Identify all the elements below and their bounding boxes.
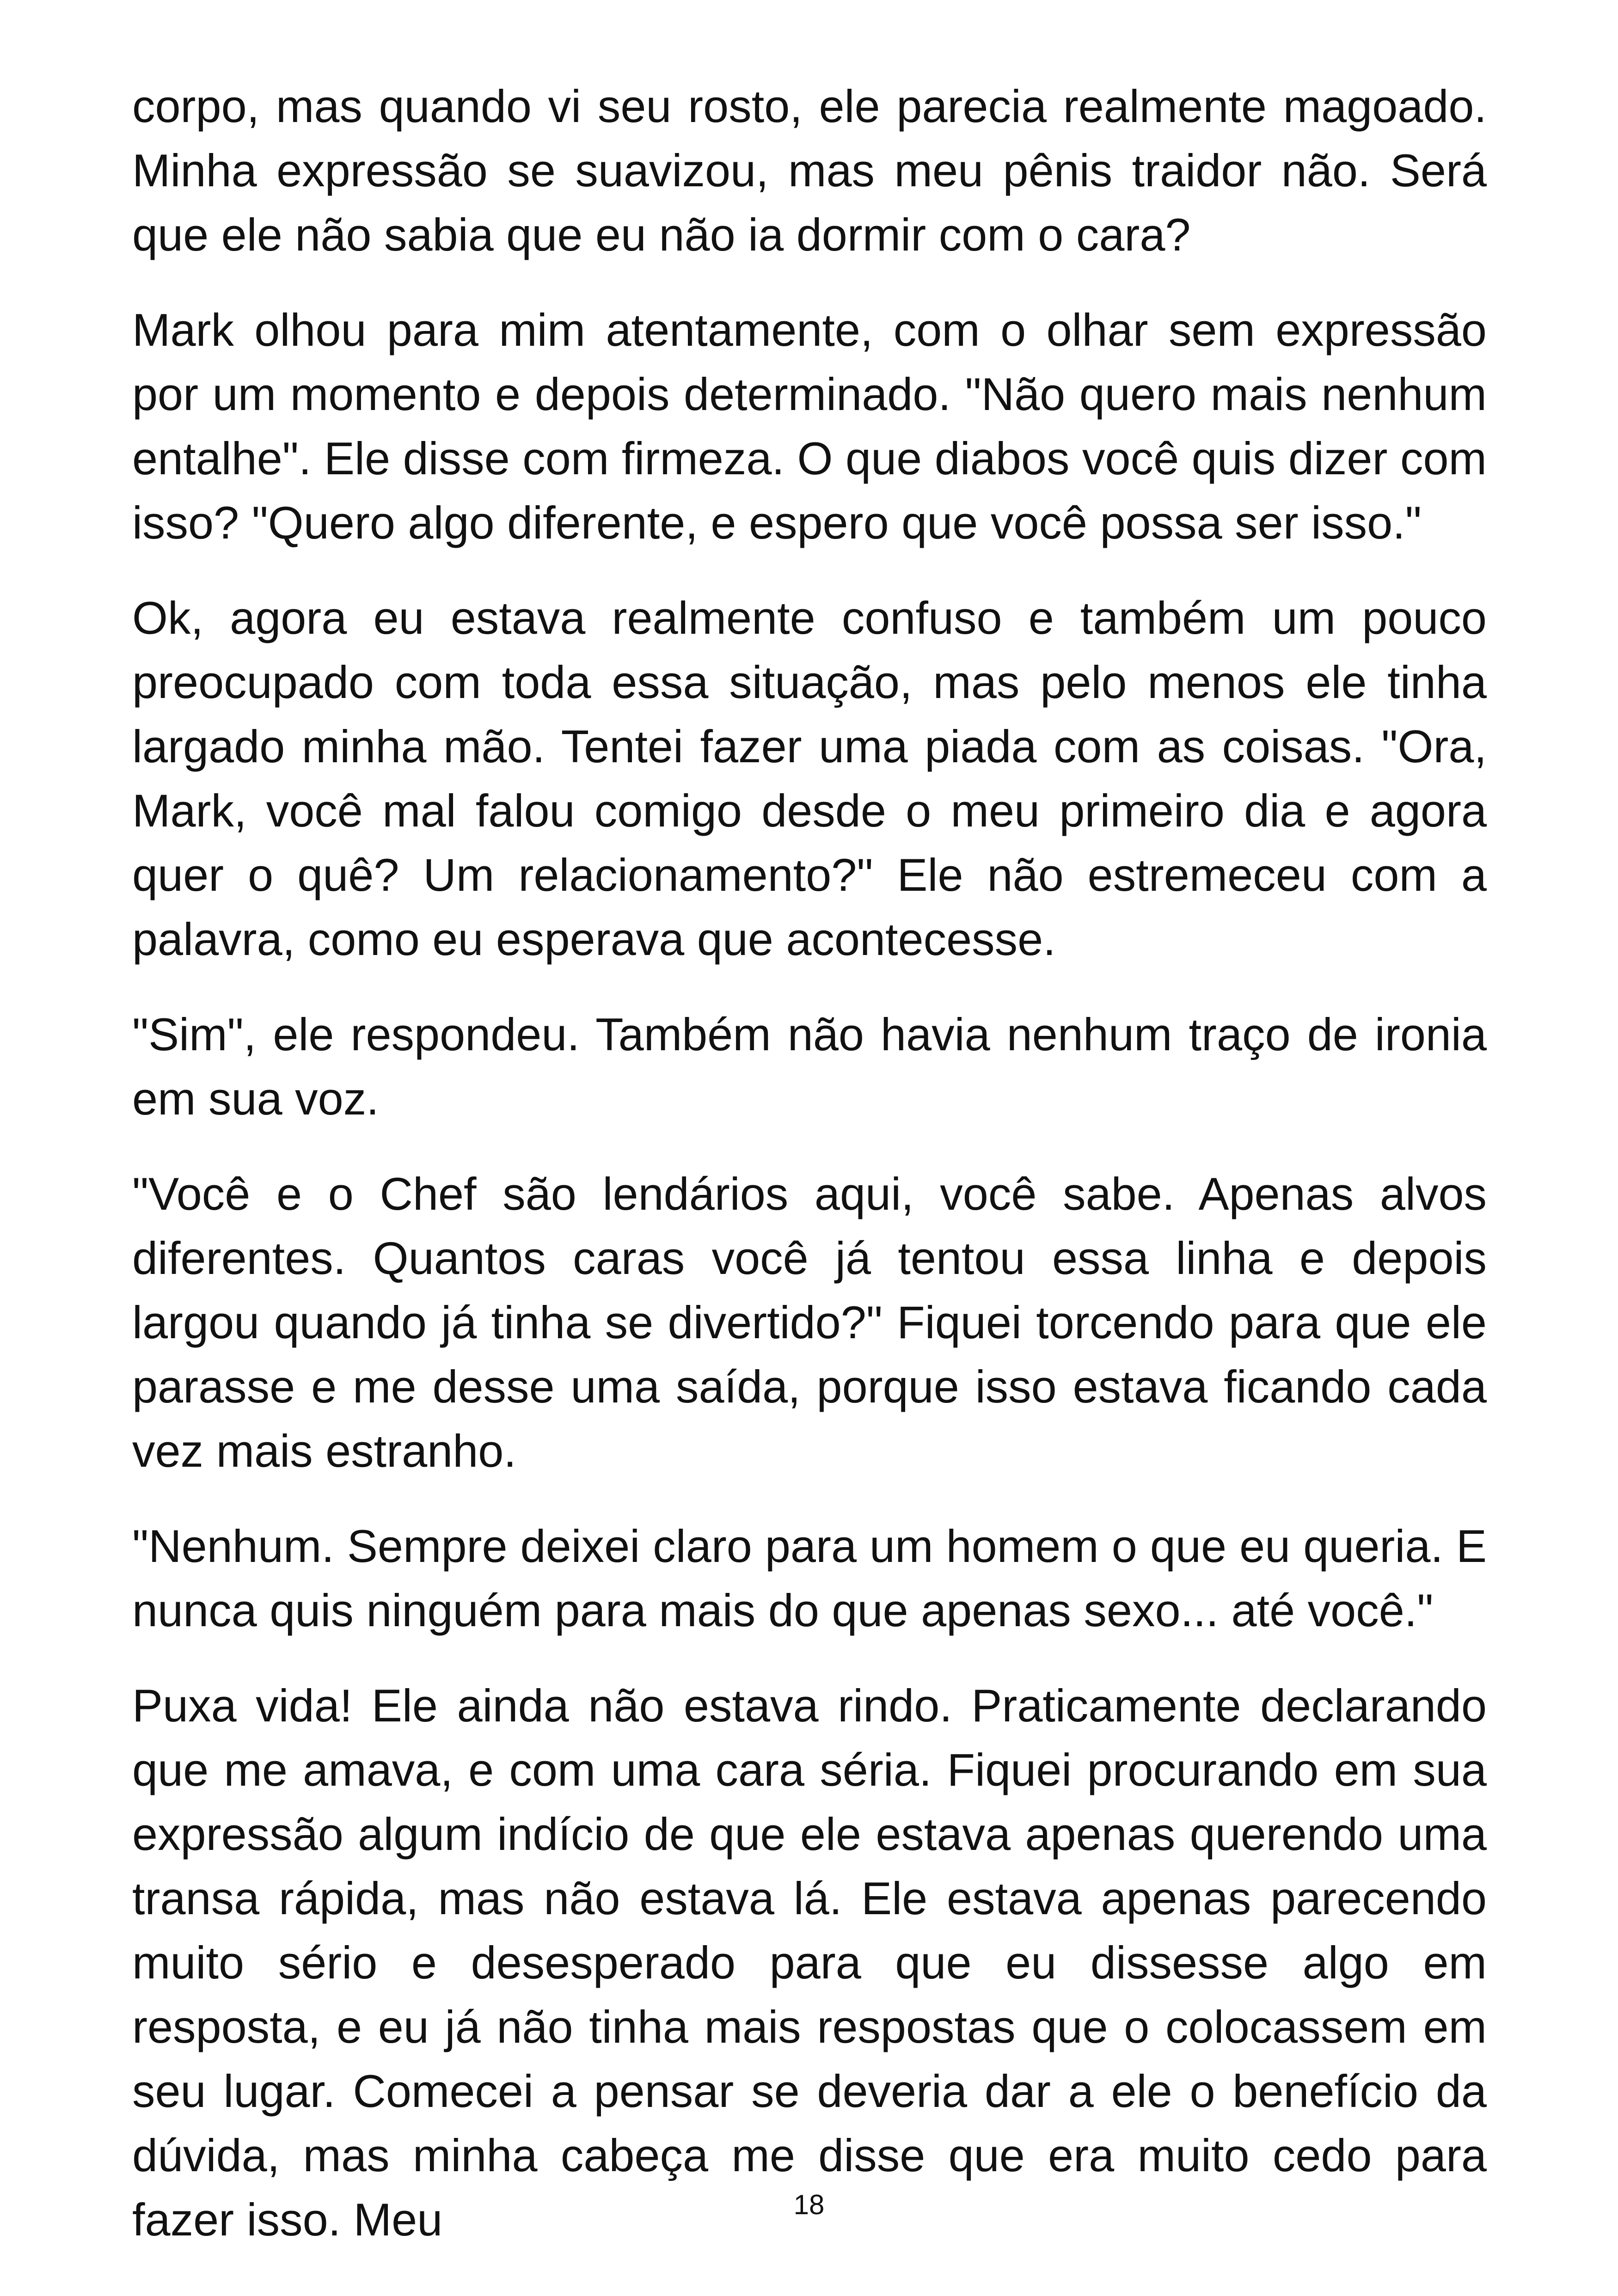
paragraph: Puxa vida! Ele ainda não estava rindo. Praticamente declarando que me amava, e com uma cara séria. Fiquei procurando em sua expressão algum indício de que ele estava apenas querendo uma transa rápida, mas não estava lá. Ele estava apenas parecendo muito sério e desesperado para que eu dissesse algo em resposta, e eu já não tinha mais respostas que o colocassem em seu lugar. Comecei a pensar se deveria dar a ele o benefício da dúvida, mas minha cabeça me disse que era muito cedo para fazer isso. Meu bbox=[132, 1680, 1487, 2245]
paragraph: Ok, agora eu estava realmente confuso e também um pouco preocupado com toda essa situação, mas pelo menos ele tinha largado minha mão. Tentei fazer uma piada com as coisas. "Ora, Mark, você mal falou comigo desde o meu primeiro dia e agora quer o quê? Um relacionamento?" Ele não estremeceu com a palavra, como eu esperava que acontecesse. bbox=[132, 592, 1487, 965]
paragraph: "Nenhum. Sempre deixei claro para um homem o que eu queria. E nunca quis ninguém para mais do que apenas sexo... até você." bbox=[132, 1520, 1487, 1636]
paragraph: corpo, mas quando vi seu rosto, ele parecia realmente magoado. Minha expressão se suavizou, mas meu pênis traidor não. Será que ele não sabia que eu não ia dormir com o cara? bbox=[132, 80, 1487, 260]
paragraph: Mark olhou para mim atentamente, com o olhar sem expressão por um momento e depois determinado. "Não quero mais nenhum entalhe". Ele disse com firmeza. O que diabos você quis dizer com isso? "Quero algo diferente, e espero que você possa ser isso." bbox=[132, 304, 1487, 548]
page-number: 18 bbox=[793, 2189, 825, 2220]
paragraph: "Sim", ele respondeu. Também não havia nenhum traço de ironia em sua voz. bbox=[132, 1009, 1487, 1124]
paragraph: "Você e o Chef são lendários aqui, você sabe. Apenas alvos diferentes. Quantos caras você já tentou essa linha e depois largou quando já tinha se divertido?" Fiquei torcendo para que ele parasse e me desse uma saída, porque isso estava ficando cada vez mais estranho. bbox=[132, 1168, 1487, 1476]
text-body bbox=[132, 74, 1487, 2252]
